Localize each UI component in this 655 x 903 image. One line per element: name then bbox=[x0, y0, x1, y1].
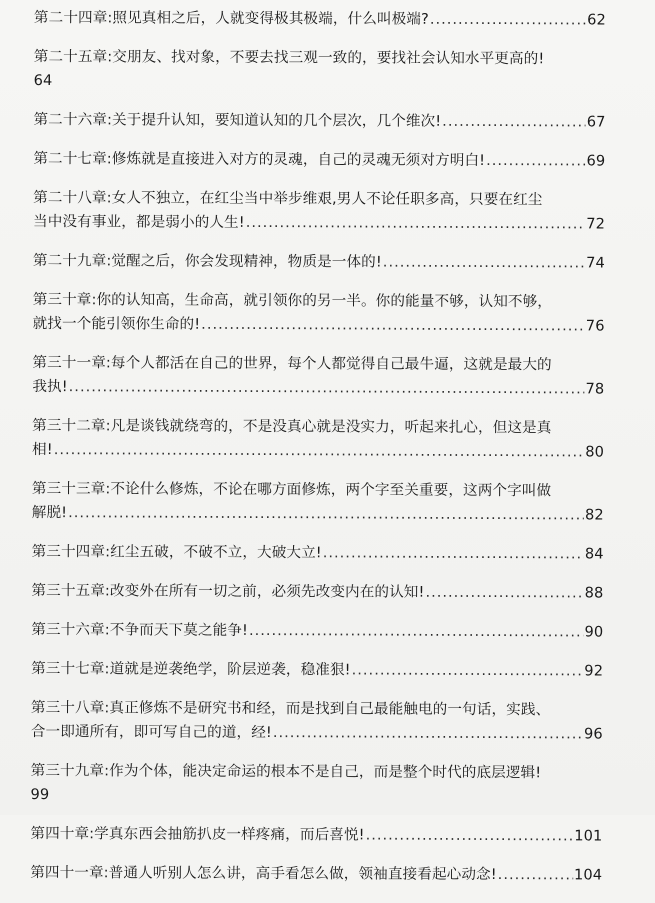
toc-entry-chapter-40[interactable] bbox=[30, 822, 602, 848]
toc-entry-page: 92 bbox=[584, 662, 604, 680]
toc-entry-page: 96 bbox=[584, 725, 603, 743]
toc-entry-chapter-27[interactable] bbox=[33, 147, 605, 173]
toc-entry-chapter-29[interactable] bbox=[33, 249, 605, 275]
toc-entry-title-continued: 相! bbox=[32, 440, 53, 459]
leader-dots bbox=[366, 823, 574, 848]
leader-dots bbox=[323, 541, 584, 566]
leader-dots bbox=[486, 149, 586, 173]
toc-entry-page: 78 bbox=[585, 380, 605, 398]
toc-entry-chapter-31[interactable] bbox=[32, 351, 604, 401]
toc-entry-page: 69 bbox=[586, 152, 606, 170]
toc-entry-page: 82 bbox=[584, 506, 604, 524]
toc-entry-chapter-36[interactable] bbox=[31, 618, 603, 644]
toc-entry-title: 第二十六章:关于提升认知，要知道认知的几个层次，几个维次! bbox=[33, 110, 442, 130]
toc-entry-title: 第四十章:学真东西会抽筋扒皮一样疼痛，而后喜悦! bbox=[30, 824, 365, 844]
toc-entry-title: 第三十四章:红尘五破，不破不立，大破大立! bbox=[31, 542, 322, 562]
toc-entry-title: 第二十五章:交朋友、找对象，不要去找三观一致的，要找社会认知水平更高的! bbox=[33, 47, 545, 68]
toc-entry-page: 62 bbox=[587, 11, 606, 29]
toc-entry-chapter-26[interactable] bbox=[33, 108, 605, 134]
toc-entry-title: 第三十二章:凡是谈钱就绕弯的，不是没真心就是没实力，听起来扎心，但这是真 bbox=[32, 416, 552, 437]
toc-entry-chapter-28[interactable] bbox=[33, 186, 605, 236]
toc-entry-title: 第三十章:你的认知高，生命高，就引领你的另一半。你的能量不够，认知不够， bbox=[32, 290, 553, 311]
toc-entry-title-continued: 合一即通所有，即可写自己的道，经! bbox=[30, 722, 272, 742]
leader-dots bbox=[425, 581, 583, 606]
leader-dots bbox=[246, 211, 586, 236]
toc-entry-page: 84 bbox=[584, 545, 604, 563]
toc-entry-title: 第三十九章:作为个体，能决定命运的根本不是自己，而是整个时代的底层逻辑! bbox=[30, 761, 542, 782]
toc-entry-title: 第三十六章:不争而天下莫之能争! bbox=[31, 620, 249, 639]
toc-entry-chapter-38[interactable] bbox=[31, 696, 603, 746]
leader-dots bbox=[352, 658, 584, 683]
toc-entry-title: 第二十九章:觉醒之后，你会发现精神，物质是一体的! bbox=[32, 251, 382, 271]
toc-entry-title: 第四十一章:普通人听别人怎么讲，高手看怎么做，领袖直接看起心动念! bbox=[30, 863, 497, 884]
table-of-contents bbox=[30, 6, 606, 902]
toc-entry-chapter-35[interactable] bbox=[31, 579, 603, 605]
toc-entry-chapter-39[interactable] bbox=[31, 759, 603, 809]
leader-dots bbox=[430, 8, 586, 33]
toc-entry-chapter-30[interactable] bbox=[33, 288, 605, 338]
toc-entry-page: 101 bbox=[574, 827, 603, 845]
toc-entry-title-continued: 就找一个能引领你生命的! bbox=[32, 314, 201, 333]
toc-entry-page: 67 bbox=[586, 113, 606, 131]
leader-dots bbox=[442, 110, 586, 135]
toc-entry-chapter-33[interactable] bbox=[32, 477, 604, 527]
toc-entry-chapter-37[interactable] bbox=[31, 657, 603, 683]
toc-entry-chapter-32[interactable] bbox=[32, 414, 604, 464]
toc-entry-page: 90 bbox=[584, 623, 604, 641]
toc-entry-title-continued: 当中没有事业，都是弱小的人生! bbox=[33, 212, 245, 231]
leader-dots bbox=[273, 721, 583, 746]
toc-entry-title: 第二十八章:女人不独立，在红尘当中举步维艰,男人不论任职多高，只要在红尘 bbox=[33, 188, 543, 209]
toc-entry-title: 第三十一章:每个人都活在自己的世界，每个人都觉得自己最牛逼，这就是最大的 bbox=[32, 353, 552, 374]
leader-dots bbox=[54, 438, 585, 464]
toc-entry-page: 99 bbox=[30, 785, 50, 804]
toc-entry-chapter-25[interactable] bbox=[34, 45, 606, 95]
leader-dots bbox=[69, 375, 585, 401]
leader-dots bbox=[249, 619, 584, 644]
toc-entry-title-continued: 我执! bbox=[32, 377, 68, 396]
toc-entry-title: 第三十八章:真正修炼不是研究书和经，而是找到自己最能触电的一句话，实践、 bbox=[30, 698, 551, 719]
leader-dots bbox=[68, 501, 584, 527]
toc-entry-title: 第二十七章:修炼就是直接进入对方的灵魂，自己的灵魂无须对方明白! bbox=[33, 149, 486, 169]
toc-entry-title: 第三十五章:改变外在所有一切之前，必须先改变内在的认知! bbox=[31, 581, 425, 601]
toc-entry-title: 第三十七章:道就是逆袭绝学，阶层逆袭，稳准狠! bbox=[31, 659, 351, 679]
toc-entry-page: 64 bbox=[33, 71, 53, 90]
leader-dots bbox=[201, 313, 585, 339]
leader-dots bbox=[383, 251, 585, 276]
toc-entry-page: 74 bbox=[586, 254, 605, 272]
toc-entry-chapter-41[interactable] bbox=[30, 861, 602, 887]
toc-entry-page: 72 bbox=[586, 215, 606, 233]
toc-entry-chapter-24[interactable] bbox=[34, 6, 606, 32]
leader-dots bbox=[498, 863, 573, 887]
toc-entry-page: 88 bbox=[584, 584, 604, 602]
toc-entry-page: 104 bbox=[574, 866, 603, 884]
toc-entry-chapter-34[interactable] bbox=[32, 540, 604, 566]
toc-entry-title: 第二十四章:照见真相之后，人就变得极其极端，什么叫极端? bbox=[33, 8, 429, 28]
toc-entry-title: 第三十三章:不论什么修炼，不论在哪方面修炼，两个字至关重要，这两个字叫做 bbox=[31, 479, 552, 500]
toc-entry-title-continued: 解脱! bbox=[31, 503, 68, 522]
toc-entry-page: 76 bbox=[585, 317, 605, 335]
toc-entry-page: 80 bbox=[585, 443, 605, 461]
